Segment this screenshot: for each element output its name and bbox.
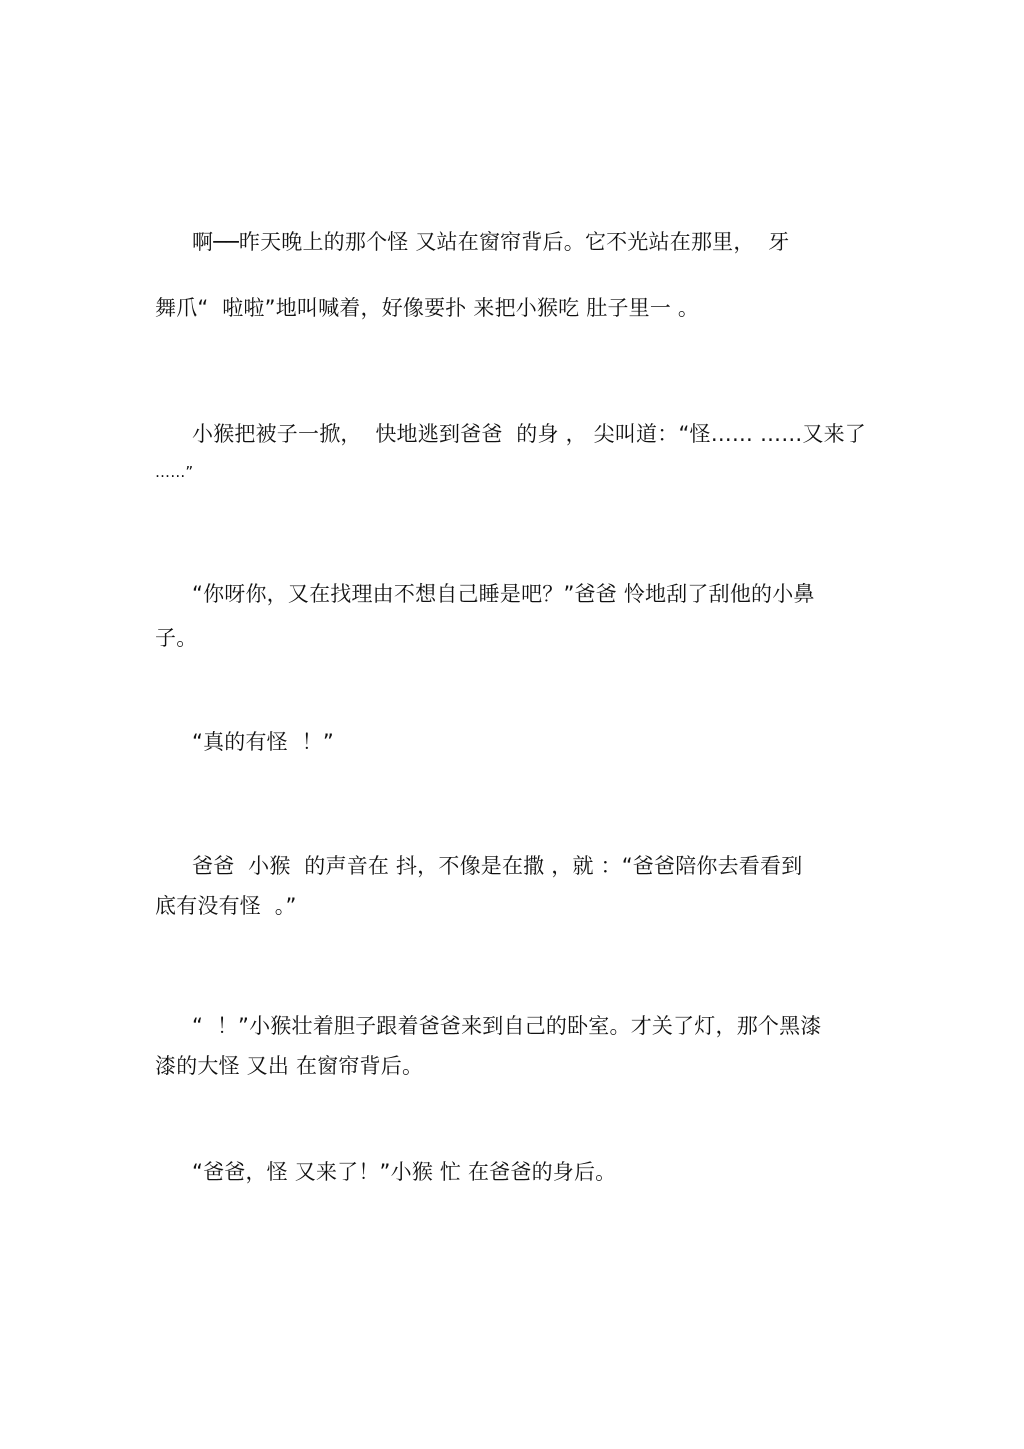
paragraph-line: “爸爸，怪 又来了！”小猴 忙 在爸爸的身后。 [192,1160,617,1184]
paragraph-line: “ ！”小猴壮着胆子跟着爸爸来到自己的卧室。才关了灯，那个黑漆 [192,1014,822,1038]
paragraph-line: 爸爸 小猴 的声音在 抖，不像是在撒 ，就 ：“爸爸陪你去看看到 [192,854,803,878]
paragraph-line: 漆的大怪 又出 在窗帘背后。 [155,1054,424,1078]
paragraph-line: 啊──昨天晚上的那个怪 又站在窗帘背后。它不光站在那里， 牙 [192,230,790,254]
paragraph-line: 子。 [155,626,198,650]
paragraph-line: 舞爪“ 啦啦”地叫喊着，好像要扑 来把小猴吃 肚子里一 。 [155,296,700,320]
paragraph-line: 小猴把被子一掀， 快地逃到爸爸 的身 ， 尖叫道：“怪…… ……又来了 [192,422,867,446]
paragraph-line: 底有没有怪 。” [155,894,297,918]
paragraph-line: “真的有怪 ！” [192,730,334,754]
paragraph-line: “你呀你，又在找理由不想自己睡是吧？”爸爸 怜地刮了刮他的小鼻 [192,582,815,606]
paragraph-line: ……” [155,463,194,481]
